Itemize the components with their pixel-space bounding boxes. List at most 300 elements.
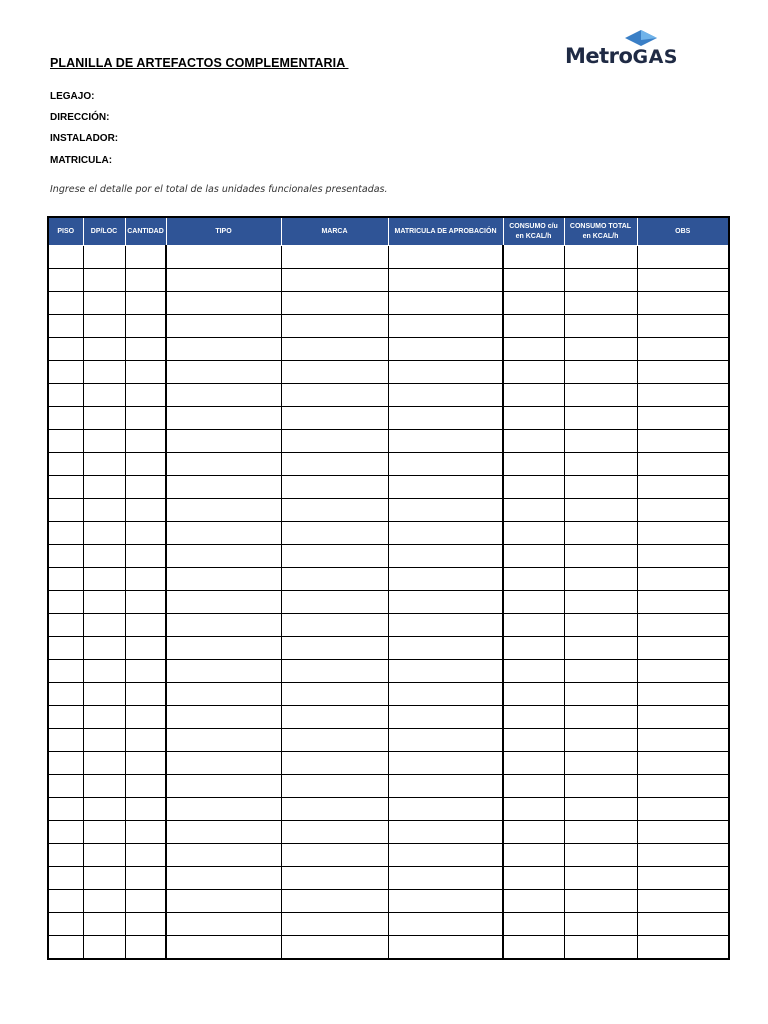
cell-tipo[interactable] bbox=[166, 913, 281, 936]
cell-cantidad[interactable] bbox=[125, 614, 166, 637]
cell-matricula-aprobacion[interactable] bbox=[388, 361, 503, 384]
cell-tipo[interactable] bbox=[166, 660, 281, 683]
cell-obs[interactable] bbox=[637, 292, 729, 315]
cell-marca[interactable] bbox=[281, 430, 388, 453]
cell-tipo[interactable] bbox=[166, 798, 281, 821]
table-row bbox=[48, 591, 729, 614]
cell-consumo-cu[interactable] bbox=[503, 729, 564, 752]
cell-consumo-total[interactable] bbox=[564, 890, 637, 913]
cell-cantidad[interactable] bbox=[125, 545, 166, 568]
cell-cantidad[interactable] bbox=[125, 407, 166, 430]
cell-consumo-cu[interactable] bbox=[503, 706, 564, 729]
cell-obs[interactable] bbox=[637, 867, 729, 890]
cell-matricula-aprobacion[interactable] bbox=[388, 591, 503, 614]
cell-marca[interactable] bbox=[281, 913, 388, 936]
cell-dp-loc[interactable] bbox=[83, 522, 125, 545]
cell-consumo-total[interactable] bbox=[564, 545, 637, 568]
cell-consumo-cu[interactable] bbox=[503, 890, 564, 913]
table-row bbox=[48, 338, 729, 361]
cell-obs[interactable] bbox=[637, 752, 729, 775]
cell-matricula-aprobacion[interactable] bbox=[388, 706, 503, 729]
cell-piso[interactable] bbox=[48, 913, 83, 936]
cell-cantidad[interactable] bbox=[125, 706, 166, 729]
cell-cantidad[interactable] bbox=[125, 453, 166, 476]
cell-obs[interactable] bbox=[637, 315, 729, 338]
cell-consumo-cu[interactable] bbox=[503, 637, 564, 660]
cell-consumo-total[interactable] bbox=[564, 798, 637, 821]
cell-consumo-total[interactable] bbox=[564, 453, 637, 476]
cell-dp-loc[interactable] bbox=[83, 407, 125, 430]
cell-tipo[interactable] bbox=[166, 430, 281, 453]
cell-matricula-aprobacion[interactable] bbox=[388, 844, 503, 867]
cell-piso[interactable] bbox=[48, 821, 83, 844]
table-row bbox=[48, 844, 729, 867]
cell-piso[interactable] bbox=[48, 476, 83, 499]
cell-matricula-aprobacion[interactable] bbox=[388, 614, 503, 637]
cell-cantidad[interactable] bbox=[125, 292, 166, 315]
cell-consumo-total[interactable] bbox=[564, 821, 637, 844]
cell-piso[interactable] bbox=[48, 246, 83, 269]
cell-cantidad[interactable] bbox=[125, 269, 166, 292]
cell-consumo-total[interactable] bbox=[564, 637, 637, 660]
cell-marca[interactable] bbox=[281, 361, 388, 384]
cell-obs[interactable] bbox=[637, 545, 729, 568]
cell-dp-loc[interactable] bbox=[83, 660, 125, 683]
header-marca: MARCA bbox=[281, 217, 388, 246]
cell-consumo-cu[interactable] bbox=[503, 844, 564, 867]
cell-cantidad[interactable] bbox=[125, 430, 166, 453]
cell-marca[interactable] bbox=[281, 315, 388, 338]
cell-obs[interactable] bbox=[637, 637, 729, 660]
cell-dp-loc[interactable] bbox=[83, 867, 125, 890]
cell-piso[interactable] bbox=[48, 407, 83, 430]
cell-cantidad[interactable] bbox=[125, 729, 166, 752]
cell-cantidad[interactable] bbox=[125, 361, 166, 384]
cell-consumo-total[interactable] bbox=[564, 591, 637, 614]
table-row bbox=[48, 361, 729, 384]
cell-cantidad[interactable] bbox=[125, 844, 166, 867]
cell-tipo[interactable] bbox=[166, 683, 281, 706]
cell-obs[interactable] bbox=[637, 660, 729, 683]
cell-matricula-aprobacion[interactable] bbox=[388, 522, 503, 545]
cell-dp-loc[interactable] bbox=[83, 821, 125, 844]
cell-dp-loc[interactable] bbox=[83, 614, 125, 637]
cell-matricula-aprobacion[interactable] bbox=[388, 683, 503, 706]
table-row bbox=[48, 269, 729, 292]
cell-tipo[interactable] bbox=[166, 591, 281, 614]
cell-marca[interactable] bbox=[281, 568, 388, 591]
cell-piso[interactable] bbox=[48, 614, 83, 637]
cell-piso[interactable] bbox=[48, 936, 83, 960]
cell-dp-loc[interactable] bbox=[83, 844, 125, 867]
cell-consumo-cu[interactable] bbox=[503, 867, 564, 890]
cell-dp-loc[interactable] bbox=[83, 338, 125, 361]
cell-dp-loc[interactable] bbox=[83, 890, 125, 913]
cell-dp-loc[interactable] bbox=[83, 936, 125, 960]
cell-consumo-cu[interactable] bbox=[503, 913, 564, 936]
cell-dp-loc[interactable] bbox=[83, 545, 125, 568]
cell-consumo-total[interactable] bbox=[564, 936, 637, 960]
cell-consumo-cu[interactable] bbox=[503, 752, 564, 775]
cell-marca[interactable] bbox=[281, 867, 388, 890]
cell-cantidad[interactable] bbox=[125, 499, 166, 522]
cell-dp-loc[interactable] bbox=[83, 499, 125, 522]
cell-dp-loc[interactable] bbox=[83, 568, 125, 591]
cell-cantidad[interactable] bbox=[125, 890, 166, 913]
cell-piso[interactable] bbox=[48, 706, 83, 729]
cell-consumo-total[interactable] bbox=[564, 844, 637, 867]
table-row bbox=[48, 407, 729, 430]
cell-consumo-cu[interactable] bbox=[503, 614, 564, 637]
cell-cantidad[interactable] bbox=[125, 637, 166, 660]
cell-dp-loc[interactable] bbox=[83, 913, 125, 936]
cell-piso[interactable] bbox=[48, 637, 83, 660]
cell-piso[interactable] bbox=[48, 384, 83, 407]
cell-obs[interactable] bbox=[637, 407, 729, 430]
table-row bbox=[48, 499, 729, 522]
cell-dp-loc[interactable] bbox=[83, 453, 125, 476]
cell-tipo[interactable] bbox=[166, 315, 281, 338]
cell-tipo[interactable] bbox=[166, 614, 281, 637]
cell-consumo-cu[interactable] bbox=[503, 246, 564, 269]
cell-piso[interactable] bbox=[48, 844, 83, 867]
cell-piso[interactable] bbox=[48, 453, 83, 476]
cell-matricula-aprobacion[interactable] bbox=[388, 407, 503, 430]
cell-obs[interactable] bbox=[637, 844, 729, 867]
cell-cantidad[interactable] bbox=[125, 752, 166, 775]
cell-piso[interactable] bbox=[48, 545, 83, 568]
cell-tipo[interactable] bbox=[166, 568, 281, 591]
cell-dp-loc[interactable] bbox=[83, 706, 125, 729]
cell-piso[interactable] bbox=[48, 775, 83, 798]
cell-dp-loc[interactable] bbox=[83, 591, 125, 614]
cell-matricula-aprobacion[interactable] bbox=[388, 499, 503, 522]
cell-obs[interactable] bbox=[637, 476, 729, 499]
cell-dp-loc[interactable] bbox=[83, 683, 125, 706]
cell-obs[interactable] bbox=[637, 936, 729, 960]
cell-tipo[interactable] bbox=[166, 499, 281, 522]
cell-marca[interactable] bbox=[281, 499, 388, 522]
cell-marca[interactable] bbox=[281, 407, 388, 430]
cell-matricula-aprobacion[interactable] bbox=[388, 476, 503, 499]
cell-piso[interactable] bbox=[48, 568, 83, 591]
cell-consumo-cu[interactable] bbox=[503, 315, 564, 338]
table-row bbox=[48, 315, 729, 338]
cell-marca[interactable] bbox=[281, 729, 388, 752]
cell-consumo-total[interactable] bbox=[564, 384, 637, 407]
cell-matricula-aprobacion[interactable] bbox=[388, 545, 503, 568]
matricula-label: MATRICULA: bbox=[50, 155, 113, 166]
cell-marca[interactable] bbox=[281, 384, 388, 407]
cell-piso[interactable] bbox=[48, 591, 83, 614]
cell-matricula-aprobacion[interactable] bbox=[388, 315, 503, 338]
cell-marca[interactable] bbox=[281, 453, 388, 476]
cell-piso[interactable] bbox=[48, 499, 83, 522]
cell-consumo-total[interactable] bbox=[564, 269, 637, 292]
cell-marca[interactable] bbox=[281, 844, 388, 867]
cell-consumo-total[interactable] bbox=[564, 706, 637, 729]
cell-cantidad[interactable] bbox=[125, 683, 166, 706]
cell-piso[interactable] bbox=[48, 729, 83, 752]
cell-marca[interactable] bbox=[281, 752, 388, 775]
cell-cantidad[interactable] bbox=[125, 476, 166, 499]
cell-marca[interactable] bbox=[281, 338, 388, 361]
cell-obs[interactable] bbox=[637, 683, 729, 706]
cell-dp-loc[interactable] bbox=[83, 637, 125, 660]
cell-dp-loc[interactable] bbox=[83, 430, 125, 453]
cell-matricula-aprobacion[interactable] bbox=[388, 798, 503, 821]
cell-obs[interactable] bbox=[637, 821, 729, 844]
cell-consumo-cu[interactable] bbox=[503, 683, 564, 706]
cell-tipo[interactable] bbox=[166, 890, 281, 913]
cell-tipo[interactable] bbox=[166, 867, 281, 890]
cell-consumo-total[interactable] bbox=[564, 246, 637, 269]
cell-marca[interactable] bbox=[281, 936, 388, 960]
cell-marca[interactable] bbox=[281, 660, 388, 683]
cell-consumo-cu[interactable] bbox=[503, 821, 564, 844]
cell-consumo-total[interactable] bbox=[564, 867, 637, 890]
cell-dp-loc[interactable] bbox=[83, 246, 125, 269]
cell-marca[interactable] bbox=[281, 269, 388, 292]
cell-marca[interactable] bbox=[281, 706, 388, 729]
cell-piso[interactable] bbox=[48, 660, 83, 683]
cell-obs[interactable] bbox=[637, 430, 729, 453]
cell-obs[interactable] bbox=[637, 246, 729, 269]
cell-matricula-aprobacion[interactable] bbox=[388, 292, 503, 315]
cell-cantidad[interactable] bbox=[125, 775, 166, 798]
cell-piso[interactable] bbox=[48, 430, 83, 453]
cell-tipo[interactable] bbox=[166, 637, 281, 660]
cell-tipo[interactable] bbox=[166, 407, 281, 430]
cell-tipo[interactable] bbox=[166, 246, 281, 269]
cell-marca[interactable] bbox=[281, 476, 388, 499]
cell-consumo-cu[interactable] bbox=[503, 522, 564, 545]
cell-dp-loc[interactable] bbox=[83, 476, 125, 499]
cell-obs[interactable] bbox=[637, 775, 729, 798]
cell-dp-loc[interactable] bbox=[83, 361, 125, 384]
cell-piso[interactable] bbox=[48, 798, 83, 821]
cell-obs[interactable] bbox=[637, 913, 729, 936]
cell-marca[interactable] bbox=[281, 775, 388, 798]
cell-consumo-cu[interactable] bbox=[503, 407, 564, 430]
cell-piso[interactable] bbox=[48, 522, 83, 545]
cell-piso[interactable] bbox=[48, 683, 83, 706]
cell-consumo-total[interactable] bbox=[564, 476, 637, 499]
cell-obs[interactable] bbox=[637, 798, 729, 821]
instructions-text: Ingrese el detalle por el total de las unidades funcionales presentadas. bbox=[50, 184, 388, 195]
cell-consumo-cu[interactable] bbox=[503, 384, 564, 407]
cell-consumo-cu[interactable] bbox=[503, 361, 564, 384]
cell-matricula-aprobacion[interactable] bbox=[388, 660, 503, 683]
cell-consumo-total[interactable] bbox=[564, 292, 637, 315]
cell-consumo-cu[interactable] bbox=[503, 430, 564, 453]
cell-consumo-cu[interactable] bbox=[503, 269, 564, 292]
cell-consumo-cu[interactable] bbox=[503, 936, 564, 960]
table-row bbox=[48, 821, 729, 844]
cell-consumo-total[interactable] bbox=[564, 683, 637, 706]
cell-tipo[interactable] bbox=[166, 752, 281, 775]
cell-cantidad[interactable] bbox=[125, 246, 166, 269]
cell-piso[interactable] bbox=[48, 752, 83, 775]
cell-marca[interactable] bbox=[281, 683, 388, 706]
cell-tipo[interactable] bbox=[166, 936, 281, 960]
cell-piso[interactable] bbox=[48, 867, 83, 890]
cell-piso[interactable] bbox=[48, 315, 83, 338]
cell-cantidad[interactable] bbox=[125, 338, 166, 361]
cell-matricula-aprobacion[interactable] bbox=[388, 430, 503, 453]
cell-cantidad[interactable] bbox=[125, 315, 166, 338]
cell-piso[interactable] bbox=[48, 292, 83, 315]
cell-marca[interactable] bbox=[281, 545, 388, 568]
cell-piso[interactable] bbox=[48, 890, 83, 913]
cell-tipo[interactable] bbox=[166, 729, 281, 752]
cell-obs[interactable] bbox=[637, 499, 729, 522]
cell-tipo[interactable] bbox=[166, 384, 281, 407]
cell-obs[interactable] bbox=[637, 522, 729, 545]
cell-consumo-total[interactable] bbox=[564, 338, 637, 361]
cell-tipo[interactable] bbox=[166, 844, 281, 867]
cell-consumo-total[interactable] bbox=[564, 568, 637, 591]
cell-consumo-total[interactable] bbox=[564, 315, 637, 338]
cell-obs[interactable] bbox=[637, 614, 729, 637]
cell-cantidad[interactable] bbox=[125, 591, 166, 614]
cell-matricula-aprobacion[interactable] bbox=[388, 568, 503, 591]
cell-tipo[interactable] bbox=[166, 545, 281, 568]
cell-tipo[interactable] bbox=[166, 821, 281, 844]
cell-matricula-aprobacion[interactable] bbox=[388, 384, 503, 407]
cell-cantidad[interactable] bbox=[125, 821, 166, 844]
cell-consumo-cu[interactable] bbox=[503, 453, 564, 476]
cell-matricula-aprobacion[interactable] bbox=[388, 752, 503, 775]
cell-consumo-cu[interactable] bbox=[503, 338, 564, 361]
cell-cantidad[interactable] bbox=[125, 660, 166, 683]
table-row bbox=[48, 752, 729, 775]
cell-dp-loc[interactable] bbox=[83, 798, 125, 821]
table-row bbox=[48, 867, 729, 890]
cell-consumo-total[interactable] bbox=[564, 775, 637, 798]
cell-consumo-total[interactable] bbox=[564, 660, 637, 683]
cell-cantidad[interactable] bbox=[125, 936, 166, 960]
cell-matricula-aprobacion[interactable] bbox=[388, 867, 503, 890]
cell-tipo[interactable] bbox=[166, 292, 281, 315]
cell-matricula-aprobacion[interactable] bbox=[388, 821, 503, 844]
cell-marca[interactable] bbox=[281, 614, 388, 637]
cell-matricula-aprobacion[interactable] bbox=[388, 936, 503, 960]
cell-marca[interactable] bbox=[281, 890, 388, 913]
cell-obs[interactable] bbox=[637, 568, 729, 591]
cell-tipo[interactable] bbox=[166, 522, 281, 545]
cell-piso[interactable] bbox=[48, 361, 83, 384]
cell-obs[interactable] bbox=[637, 384, 729, 407]
cell-matricula-aprobacion[interactable] bbox=[388, 775, 503, 798]
cell-matricula-aprobacion[interactable] bbox=[388, 269, 503, 292]
cell-marca[interactable] bbox=[281, 591, 388, 614]
cell-cantidad[interactable] bbox=[125, 522, 166, 545]
cell-dp-loc[interactable] bbox=[83, 729, 125, 752]
cell-cantidad[interactable] bbox=[125, 798, 166, 821]
cell-consumo-cu[interactable] bbox=[503, 798, 564, 821]
cell-cantidad[interactable] bbox=[125, 867, 166, 890]
cell-marca[interactable] bbox=[281, 821, 388, 844]
cell-obs[interactable] bbox=[637, 890, 729, 913]
cell-consumo-cu[interactable] bbox=[503, 292, 564, 315]
cell-marca[interactable] bbox=[281, 637, 388, 660]
cell-dp-loc[interactable] bbox=[83, 292, 125, 315]
cell-matricula-aprobacion[interactable] bbox=[388, 890, 503, 913]
cell-consumo-total[interactable] bbox=[564, 522, 637, 545]
cell-tipo[interactable] bbox=[166, 338, 281, 361]
cell-tipo[interactable] bbox=[166, 361, 281, 384]
cell-tipo[interactable] bbox=[166, 453, 281, 476]
cell-consumo-total[interactable] bbox=[564, 361, 637, 384]
cell-consumo-cu[interactable] bbox=[503, 545, 564, 568]
cell-consumo-total[interactable] bbox=[564, 729, 637, 752]
cell-consumo-total[interactable] bbox=[564, 430, 637, 453]
cell-dp-loc[interactable] bbox=[83, 384, 125, 407]
cell-dp-loc[interactable] bbox=[83, 315, 125, 338]
cell-consumo-total[interactable] bbox=[564, 499, 637, 522]
cell-marca[interactable] bbox=[281, 246, 388, 269]
cell-consumo-cu[interactable] bbox=[503, 591, 564, 614]
cell-marca[interactable] bbox=[281, 798, 388, 821]
cell-consumo-cu[interactable] bbox=[503, 660, 564, 683]
cell-consumo-total[interactable] bbox=[564, 752, 637, 775]
cell-matricula-aprobacion[interactable] bbox=[388, 913, 503, 936]
cell-piso[interactable] bbox=[48, 269, 83, 292]
cell-obs[interactable] bbox=[637, 269, 729, 292]
cell-tipo[interactable] bbox=[166, 269, 281, 292]
cell-obs[interactable] bbox=[637, 453, 729, 476]
cell-consumo-cu[interactable] bbox=[503, 568, 564, 591]
cell-marca[interactable] bbox=[281, 292, 388, 315]
cell-tipo[interactable] bbox=[166, 775, 281, 798]
cell-consumo-total[interactable] bbox=[564, 614, 637, 637]
header-cantidad: CANTIDAD bbox=[125, 217, 166, 246]
cell-obs[interactable] bbox=[637, 591, 729, 614]
cell-consumo-total[interactable] bbox=[564, 913, 637, 936]
cell-tipo[interactable] bbox=[166, 476, 281, 499]
cell-tipo[interactable] bbox=[166, 706, 281, 729]
table-row bbox=[48, 246, 729, 269]
instalador-label: INSTALADOR: bbox=[50, 133, 119, 144]
table-row bbox=[48, 890, 729, 913]
cell-matricula-aprobacion[interactable] bbox=[388, 729, 503, 752]
cell-dp-loc[interactable] bbox=[83, 775, 125, 798]
cell-cantidad[interactable] bbox=[125, 384, 166, 407]
cell-cantidad[interactable] bbox=[125, 568, 166, 591]
cell-matricula-aprobacion[interactable] bbox=[388, 338, 503, 361]
cell-consumo-cu[interactable] bbox=[503, 476, 564, 499]
cell-consumo-cu[interactable] bbox=[503, 499, 564, 522]
cell-marca[interactable] bbox=[281, 522, 388, 545]
header-tipo: TIPO bbox=[166, 217, 281, 246]
cell-obs[interactable] bbox=[637, 729, 729, 752]
cell-consumo-cu[interactable] bbox=[503, 775, 564, 798]
cell-matricula-aprobacion[interactable] bbox=[388, 453, 503, 476]
cell-consumo-total[interactable] bbox=[564, 407, 637, 430]
cell-obs[interactable] bbox=[637, 361, 729, 384]
cell-cantidad[interactable] bbox=[125, 913, 166, 936]
cell-obs[interactable] bbox=[637, 706, 729, 729]
cell-matricula-aprobacion[interactable] bbox=[388, 637, 503, 660]
cell-dp-loc[interactable] bbox=[83, 752, 125, 775]
cell-dp-loc[interactable] bbox=[83, 269, 125, 292]
cell-obs[interactable] bbox=[637, 338, 729, 361]
cell-matricula-aprobacion[interactable] bbox=[388, 246, 503, 269]
table-row bbox=[48, 568, 729, 591]
cell-piso[interactable] bbox=[48, 338, 83, 361]
legajo-label: LEGAJO: bbox=[50, 91, 95, 102]
